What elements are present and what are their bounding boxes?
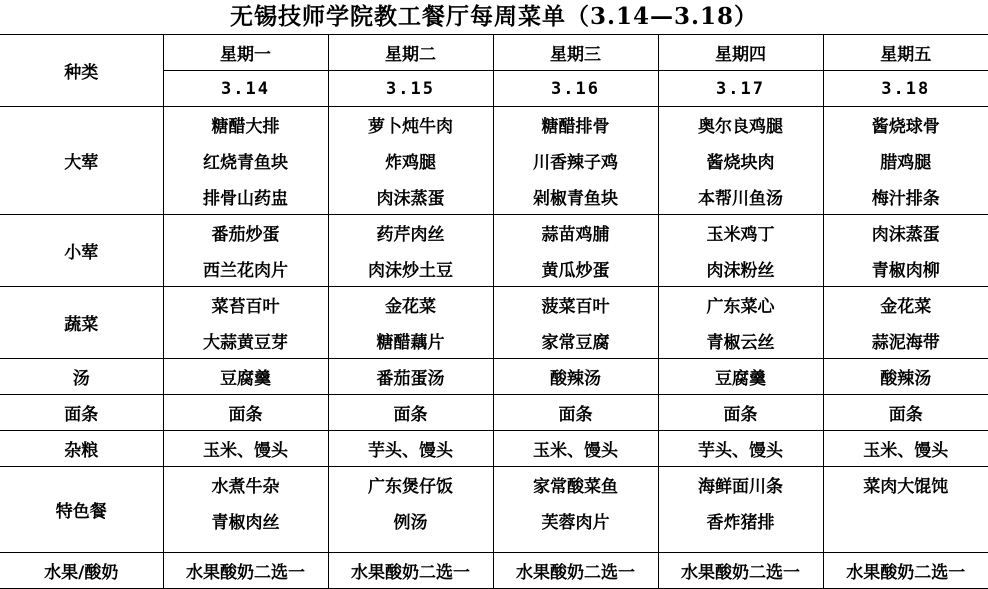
dish-cell: 肉沫粉丝 (658, 251, 823, 287)
dish-cell: 肉沫蒸蛋 (823, 215, 988, 251)
dish-cell: 本帮川鱼汤 (658, 179, 823, 215)
day-header: 星期二 (328, 35, 493, 71)
menu-row (0, 287, 988, 323)
dish-cell: 面条 (658, 395, 823, 431)
dish-cell: 大蒜黄豆芽 (163, 323, 328, 359)
dish-cell: 糖醋大排 (163, 107, 328, 143)
dish-cell: 面条 (823, 395, 988, 431)
dish-cell: 红烧青鱼块 (163, 143, 328, 179)
dish-cell: 西兰花肉片 (163, 251, 328, 287)
dish-cell: 家常酸菜鱼 (493, 467, 658, 503)
dish-cell: 青椒云丝 (658, 323, 823, 359)
dish-cell: 芙蓉肉片 (493, 503, 658, 539)
dish-cell (163, 539, 328, 553)
menu-row (0, 467, 988, 503)
dish-cell: 糖醋排骨 (493, 107, 658, 143)
dish-cell (328, 539, 493, 553)
weekly-menu-table (0, 34, 988, 589)
dish-cell: 菜苔百叶 (163, 287, 328, 323)
page-title: 无锡技师学院教工餐厅每周菜单（3.14—3.18） (229, 3, 759, 30)
date-header: 3.17 (658, 71, 823, 107)
dish-cell: 菠菜百叶 (493, 287, 658, 323)
dish-cell: 玉米、馒头 (163, 431, 328, 467)
dish-cell: 玉米、馒头 (823, 431, 988, 467)
date-header: 3.14 (163, 71, 328, 107)
dish-cell (823, 503, 988, 539)
dish-cell: 面条 (493, 395, 658, 431)
dish-cell: 川香辣子鸡 (493, 143, 658, 179)
dish-cell: 酱烧球骨 (823, 107, 988, 143)
menu-row (0, 431, 988, 467)
dish-cell: 黄瓜炒蛋 (493, 251, 658, 287)
dish-cell: 酸辣汤 (823, 359, 988, 395)
dish-cell: 奥尔良鸡腿 (658, 107, 823, 143)
category-label: 蔬菜 (0, 287, 163, 359)
dish-cell: 香炸猪排 (658, 503, 823, 539)
header-row-days (0, 35, 988, 71)
dish-cell: 药芹肉丝 (328, 215, 493, 251)
dish-cell: 青椒肉柳 (823, 251, 988, 287)
day-header: 星期五 (823, 35, 988, 71)
category-label: 汤 (0, 359, 163, 395)
dish-cell: 芋头、馒头 (658, 431, 823, 467)
category-label: 特色餐 (0, 467, 163, 553)
dish-cell: 菜肉大馄饨 (823, 467, 988, 503)
category-label: 大荤 (0, 107, 163, 215)
dish-cell: 水果酸奶二选一 (823, 553, 988, 589)
dish-cell: 糖醋藕片 (328, 323, 493, 359)
dish-cell: 面条 (328, 395, 493, 431)
dish-cell: 豆腐羹 (658, 359, 823, 395)
category-label: 小荤 (0, 215, 163, 287)
dish-cell: 金花菜 (823, 287, 988, 323)
dish-cell: 水果酸奶二选一 (163, 553, 328, 589)
dish-cell: 番茄炒蛋 (163, 215, 328, 251)
dish-cell: 面条 (163, 395, 328, 431)
dish-cell: 豆腐羹 (163, 359, 328, 395)
day-header: 星期一 (163, 35, 328, 71)
dish-cell: 家常豆腐 (493, 323, 658, 359)
menu-row (0, 395, 988, 431)
dish-cell (493, 539, 658, 553)
dish-cell: 酸辣汤 (493, 359, 658, 395)
dish-cell: 肉沫蒸蛋 (328, 179, 493, 215)
dish-cell: 排骨山药盅 (163, 179, 328, 215)
category-label: 水果/酸奶 (0, 553, 163, 589)
dish-cell: 水果酸奶二选一 (493, 553, 658, 589)
dish-cell: 水果酸奶二选一 (328, 553, 493, 589)
dish-cell: 酱烧块肉 (658, 143, 823, 179)
dish-cell: 剁椒青鱼块 (493, 179, 658, 215)
dish-cell: 青椒肉丝 (163, 503, 328, 539)
dish-cell: 玉米、馒头 (493, 431, 658, 467)
dish-cell: 腊鸡腿 (823, 143, 988, 179)
dish-cell: 水果酸奶二选一 (658, 553, 823, 589)
dish-cell: 广东菜心 (658, 287, 823, 323)
dish-cell: 蒜苗鸡脯 (493, 215, 658, 251)
dish-cell: 番茄蛋汤 (328, 359, 493, 395)
day-header: 星期三 (493, 35, 658, 71)
category-label: 杂粮 (0, 431, 163, 467)
dish-cell (658, 539, 823, 553)
menu-row (0, 359, 988, 395)
dish-cell: 肉沫炒土豆 (328, 251, 493, 287)
date-header: 3.16 (493, 71, 658, 107)
dish-cell: 金花菜 (328, 287, 493, 323)
date-header: 3.15 (328, 71, 493, 107)
dish-cell: 芋头、馒头 (328, 431, 493, 467)
date-header: 3.18 (823, 71, 988, 107)
menu-row (0, 107, 988, 143)
category-label: 面条 (0, 395, 163, 431)
dish-cell: 海鲜面川条 (658, 467, 823, 503)
category-header: 种类 (0, 35, 163, 107)
day-header: 星期四 (658, 35, 823, 71)
dish-cell: 梅汁排条 (823, 179, 988, 215)
dish-cell: 例汤 (328, 503, 493, 539)
menu-row (0, 553, 988, 589)
menu-row (0, 215, 988, 251)
dish-cell: 玉米鸡丁 (658, 215, 823, 251)
dish-cell: 广东煲仔饭 (328, 467, 493, 503)
dish-cell: 水煮牛杂 (163, 467, 328, 503)
dish-cell: 蒜泥海带 (823, 323, 988, 359)
dish-cell: 萝卜炖牛肉 (328, 107, 493, 143)
dish-cell: 炸鸡腿 (328, 143, 493, 179)
dish-cell (823, 539, 988, 553)
